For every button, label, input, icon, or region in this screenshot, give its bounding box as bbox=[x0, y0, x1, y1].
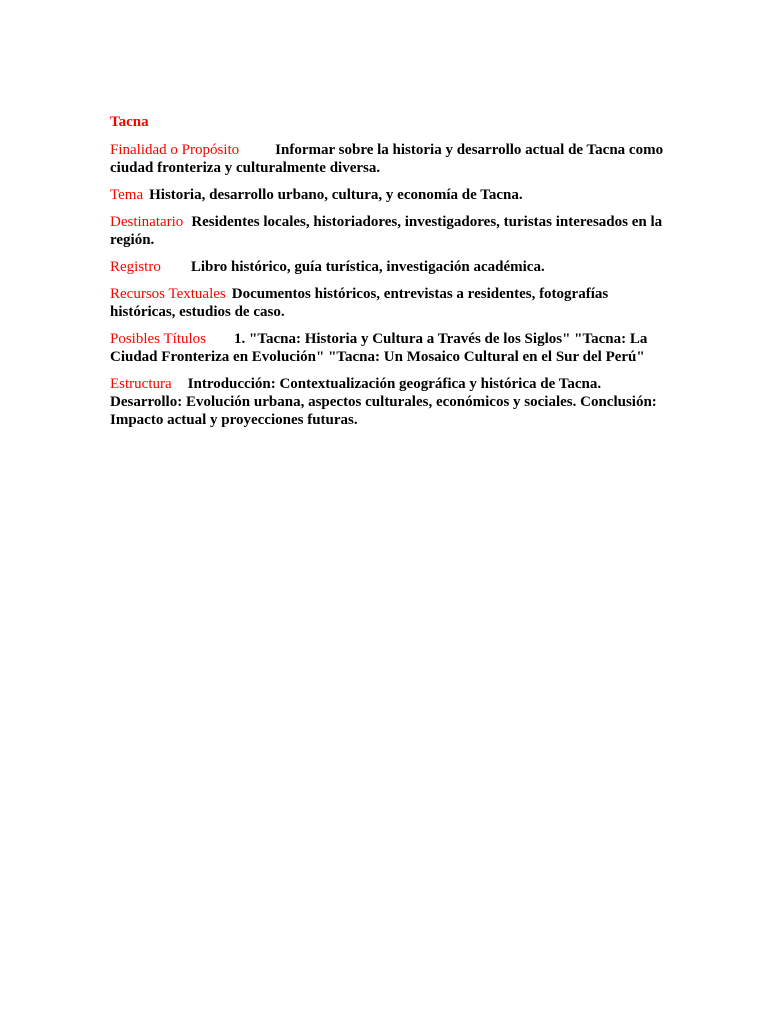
entry-estructura bbox=[110, 375, 670, 429]
entry-text-destinatario: Residentes locales, historiadores, investigadores, turistas interesados en la región. bbox=[110, 214, 663, 248]
entry-recursos-textuales bbox=[110, 285, 670, 321]
entry-registro bbox=[110, 258, 670, 276]
entry-label-tema: Tema bbox=[110, 187, 144, 203]
entry-text-estructura: Introducción: Contextualización geográfica y histórica de Tacna. Desarrollo: Evolución urbana, aspectos culturales, económicos y sociales. Conclusión: Impacto actual y proyecciones futuras. bbox=[110, 376, 657, 428]
document-title: Tacna bbox=[110, 114, 149, 130]
entry-text-registro: Libro histórico, guía turística, investigación académica. bbox=[190, 259, 545, 275]
document-body bbox=[110, 113, 670, 438]
entry-tema bbox=[110, 186, 670, 204]
entry-label-destinatario: Destinatario bbox=[110, 214, 184, 230]
entry-label-posibles-titulos: Posibles Títulos bbox=[110, 331, 206, 347]
entry-label-estructura: Estructura bbox=[110, 376, 172, 392]
entry-label-finalidad: Finalidad o Propósito bbox=[110, 142, 240, 158]
entry-text-posibles-titulos: 1. "Tacna: Historia y Cultura a Través de los Siglos" "Tacna: La Ciudad Fronteriza en Evolución" "Tacna: Un Mosaico Cultural en el Sur del Perú" bbox=[110, 331, 648, 365]
entry-text-recursos-textuales: Documentos históricos, entrevistas a residentes, fotografías históricas, estudios de caso. bbox=[110, 286, 609, 320]
entry-destinatario bbox=[110, 213, 670, 249]
entry-text-finalidad: Informar sobre la historia y desarrollo actual de Tacna como ciudad fronteriza y culturalmente diversa. bbox=[110, 142, 664, 176]
entry-text-tema: Historia, desarrollo urbano, cultura, y economía de Tacna. bbox=[149, 187, 523, 203]
entry-finalidad bbox=[110, 141, 670, 177]
entry-label-registro: Registro bbox=[110, 259, 161, 275]
entry-label-recursos-textuales: Recursos Textuales bbox=[110, 286, 226, 302]
entry-posibles-titulos bbox=[110, 330, 670, 366]
